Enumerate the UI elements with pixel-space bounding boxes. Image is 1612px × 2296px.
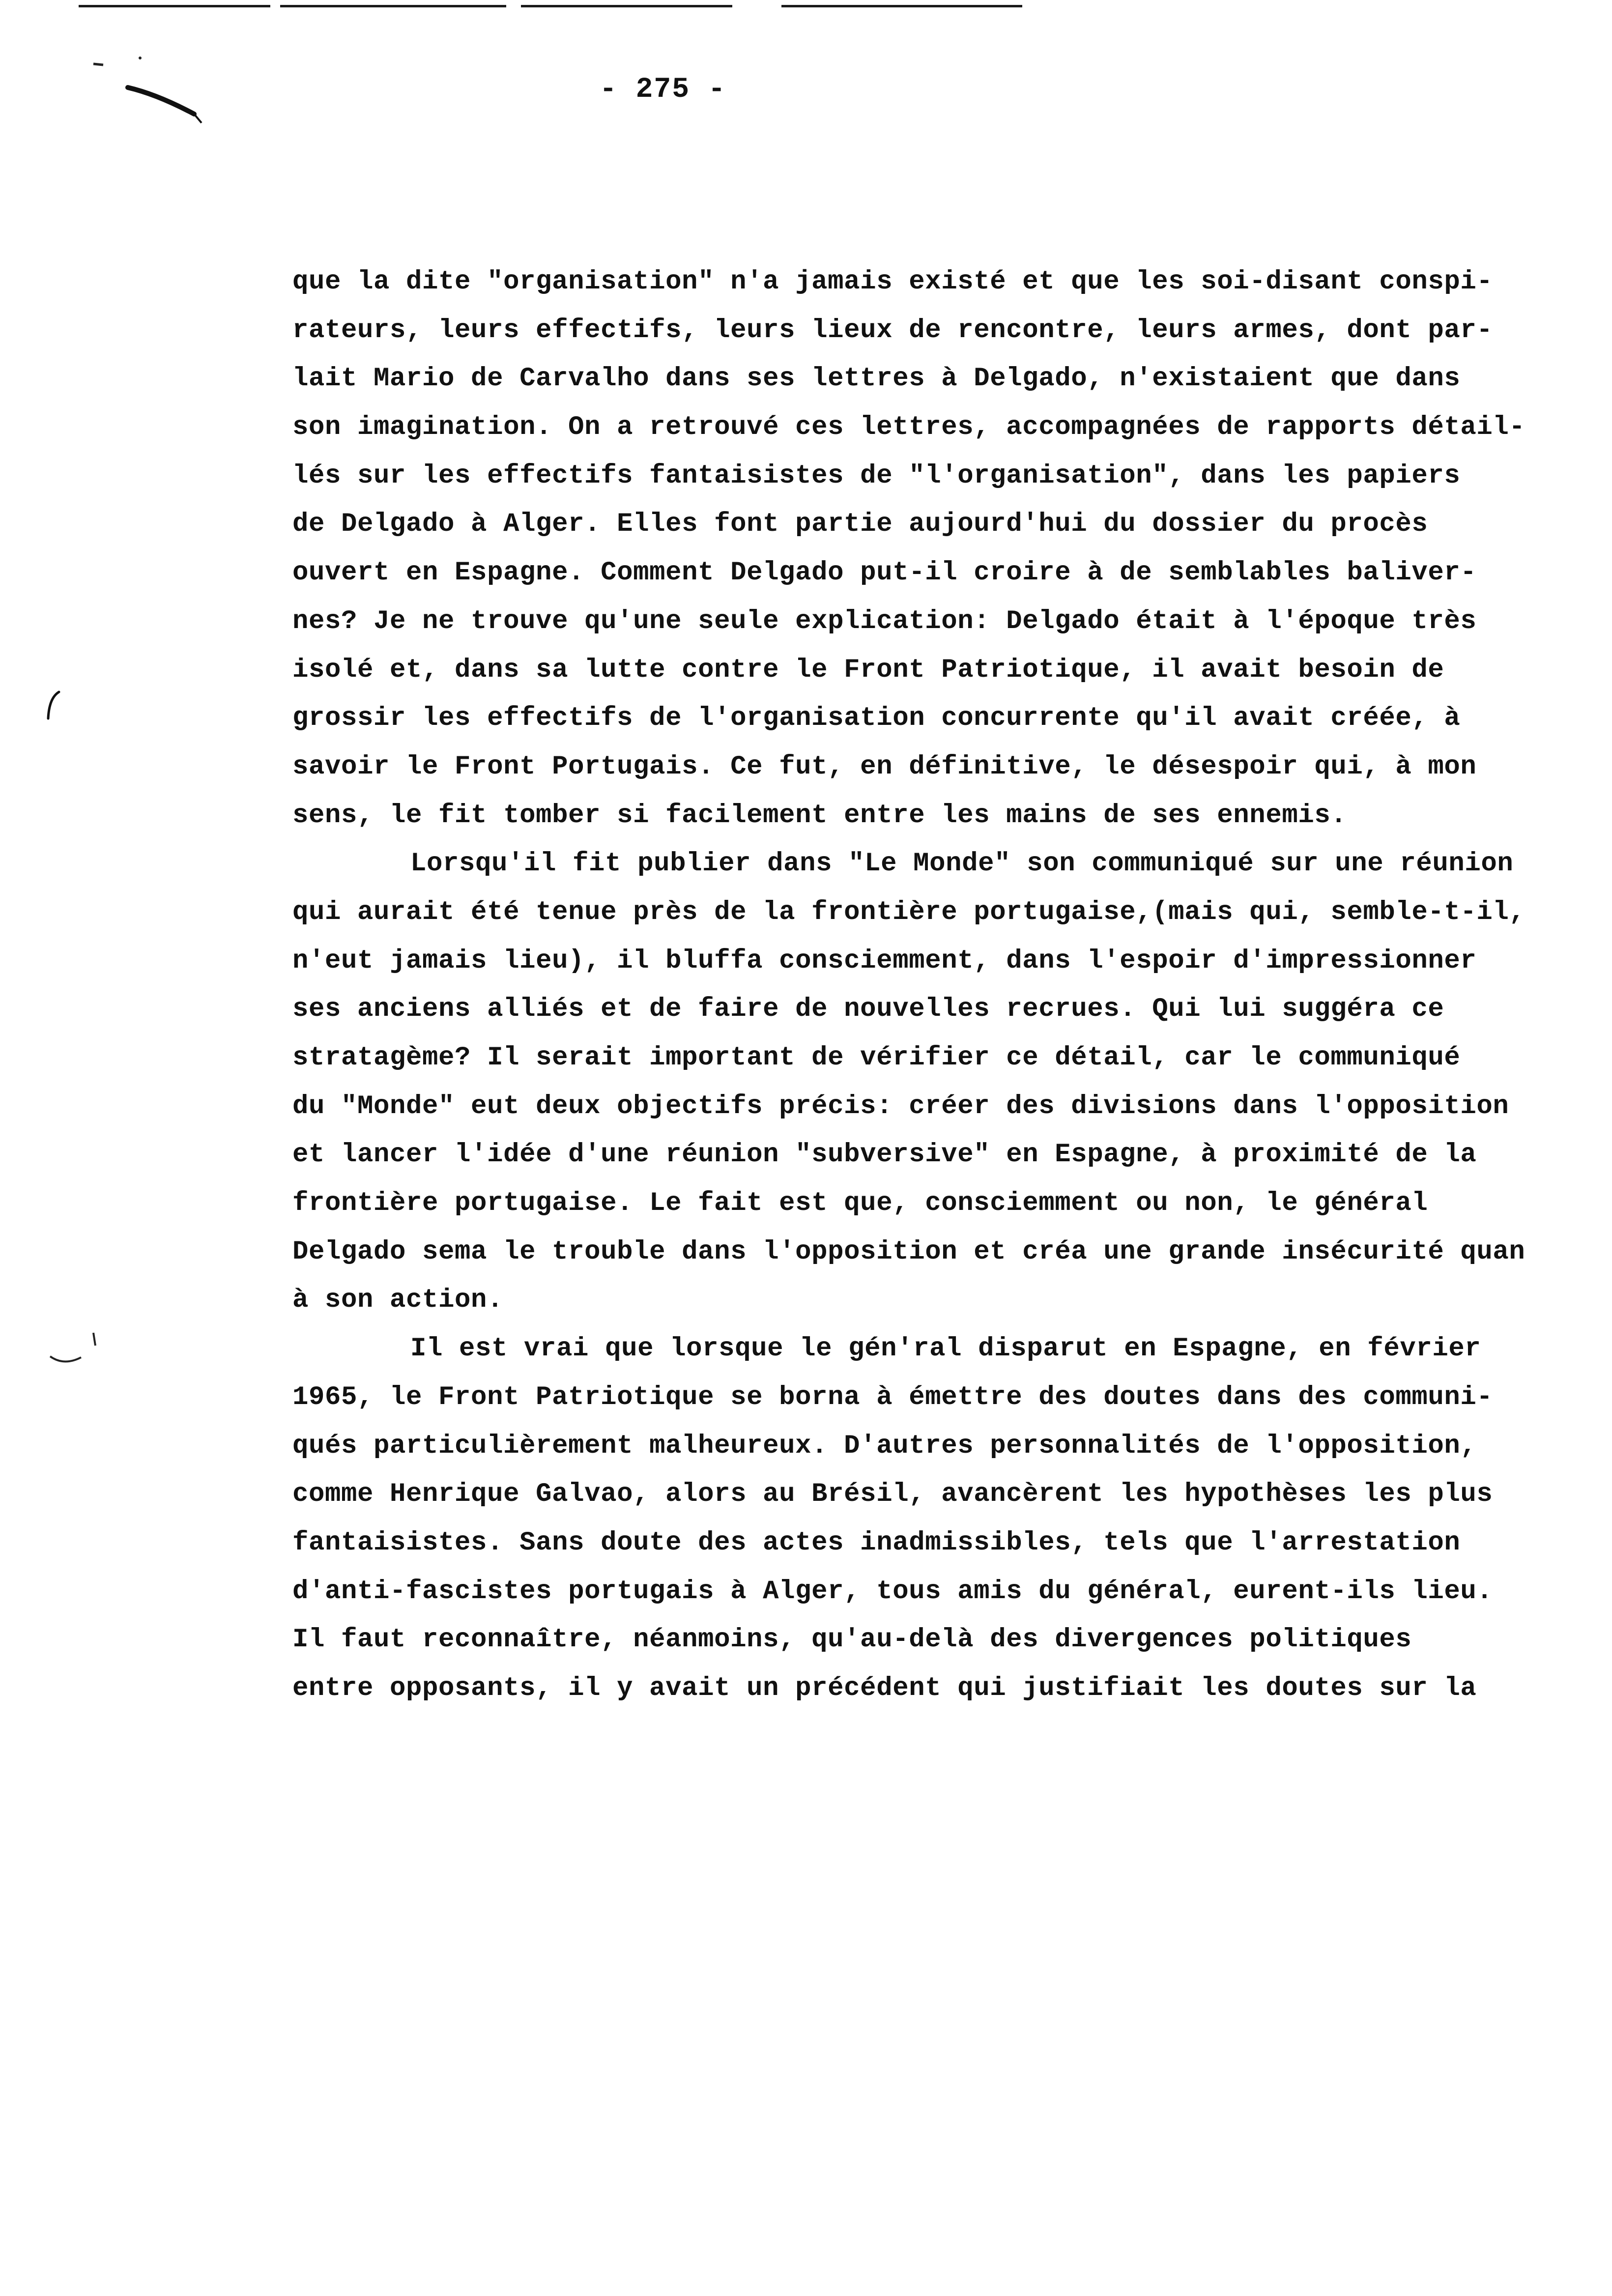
top-rule-2 [280, 5, 506, 7]
text-line: sens, le fit tomber si facilement entre les mains de ses ennemis. [292, 800, 1347, 831]
text-line: entre opposants, il y avait un précédent qui justifiait les doutes sur la [292, 1673, 1477, 1703]
text-line: isolé et, dans sa lutte contre le Front Patriotique, il avait besoin de [292, 655, 1444, 685]
text-line: du "Monde" eut deux objectifs précis: créer des divisions dans l'opposition [292, 1091, 1509, 1121]
text-line: ouvert en Espagne. Comment Delgado put-il croire à de semblables baliver- [292, 558, 1477, 588]
scan-mark-arrow [88, 49, 216, 138]
top-rule-1 [79, 5, 270, 7]
text-line: fantaisistes. Sans doute des actes inadmissibles, tels que l'arrestation [292, 1527, 1461, 1558]
text-line: nes? Je ne trouve qu'une seule explication: Delgado était à l'époque très [292, 606, 1477, 636]
text-line: son imagination. On a retrouvé ces lettres, accompagnées de rapports détail- [292, 412, 1526, 443]
text-line: qués particulièrement malheureux. D'autres personnalités de l'opposition, [292, 1431, 1477, 1461]
text-line: 1965, le Front Patriotique se borna à émettre des doutes dans des communi- [292, 1382, 1493, 1412]
text-line: Il faut reconnaître, néanmoins, qu'au-delà des divergences politiques [292, 1625, 1412, 1655]
body-text [292, 258, 1551, 1713]
text-line: qui aurait été tenue près de la frontière portugaise,(mais qui, semble-t-il, [292, 897, 1526, 927]
text-line: grossir les effectifs de l'organisation concurrente qu'il avait créée, à [292, 703, 1461, 734]
text-line: stratagème? Il serait important de vérifier ce détail, car le communiqué [292, 1043, 1461, 1073]
text-line: que la dite "organisation" n'a jamais existé et que les soi-disant conspi- [292, 267, 1493, 297]
text-line: et lancer l'idée d'une réunion "subversive" en Espagne, à proximité de la [292, 1140, 1477, 1170]
text-line: n'eut jamais lieu), il bluffa consciemment, dans l'espoir d'impressionner [292, 946, 1477, 976]
text-line: comme Henrique Galvao, alors au Brésil, avancèrent les hypothèses les plus [292, 1479, 1493, 1510]
text-line: de Delgado à Alger. Elles font partie aujourd'hui du dossier du procès [292, 509, 1428, 540]
text-line: rateurs, leurs effectifs, leurs lieux de rencontre, leurs armes, dont par- [292, 315, 1493, 345]
text-line: ses anciens alliés et de faire de nouvelles recrues. Qui lui suggéra ce [292, 994, 1444, 1025]
text-line: frontière portugaise. Le fait est que, consciemment ou non, le général [292, 1188, 1428, 1219]
scan-mark-paren [44, 1327, 103, 1371]
scan-mark-tick [39, 688, 69, 722]
text-line: d'anti-fascistes portugais à Alger, tous amis du général, eurent-ils lieu. [292, 1576, 1493, 1607]
text-line: Delgado sema le trouble dans l'opposition et créa une grande insécurité quan [292, 1236, 1526, 1267]
page-number: - 275 - [600, 74, 726, 106]
text-line: à son action. [292, 1285, 504, 1316]
text-line: Lorsqu'il fit publier dans "Le Monde" son communiqué sur une réunion [410, 849, 1514, 879]
text-line: lés sur les effectifs fantaisistes de "l'organisation", dans les papiers [292, 460, 1461, 491]
text-line: Il est vrai que lorsque le gén'ral disparut en Espagne, en février [410, 1334, 1481, 1364]
top-rule-3 [521, 5, 732, 7]
text-line: lait Mario de Carvalho dans ses lettres à Delgado, n'existaient que dans [292, 364, 1461, 394]
text-line: savoir le Front Portugais. Ce fut, en définitive, le désespoir qui, à mon [292, 751, 1477, 782]
top-rule-4 [781, 5, 1022, 7]
